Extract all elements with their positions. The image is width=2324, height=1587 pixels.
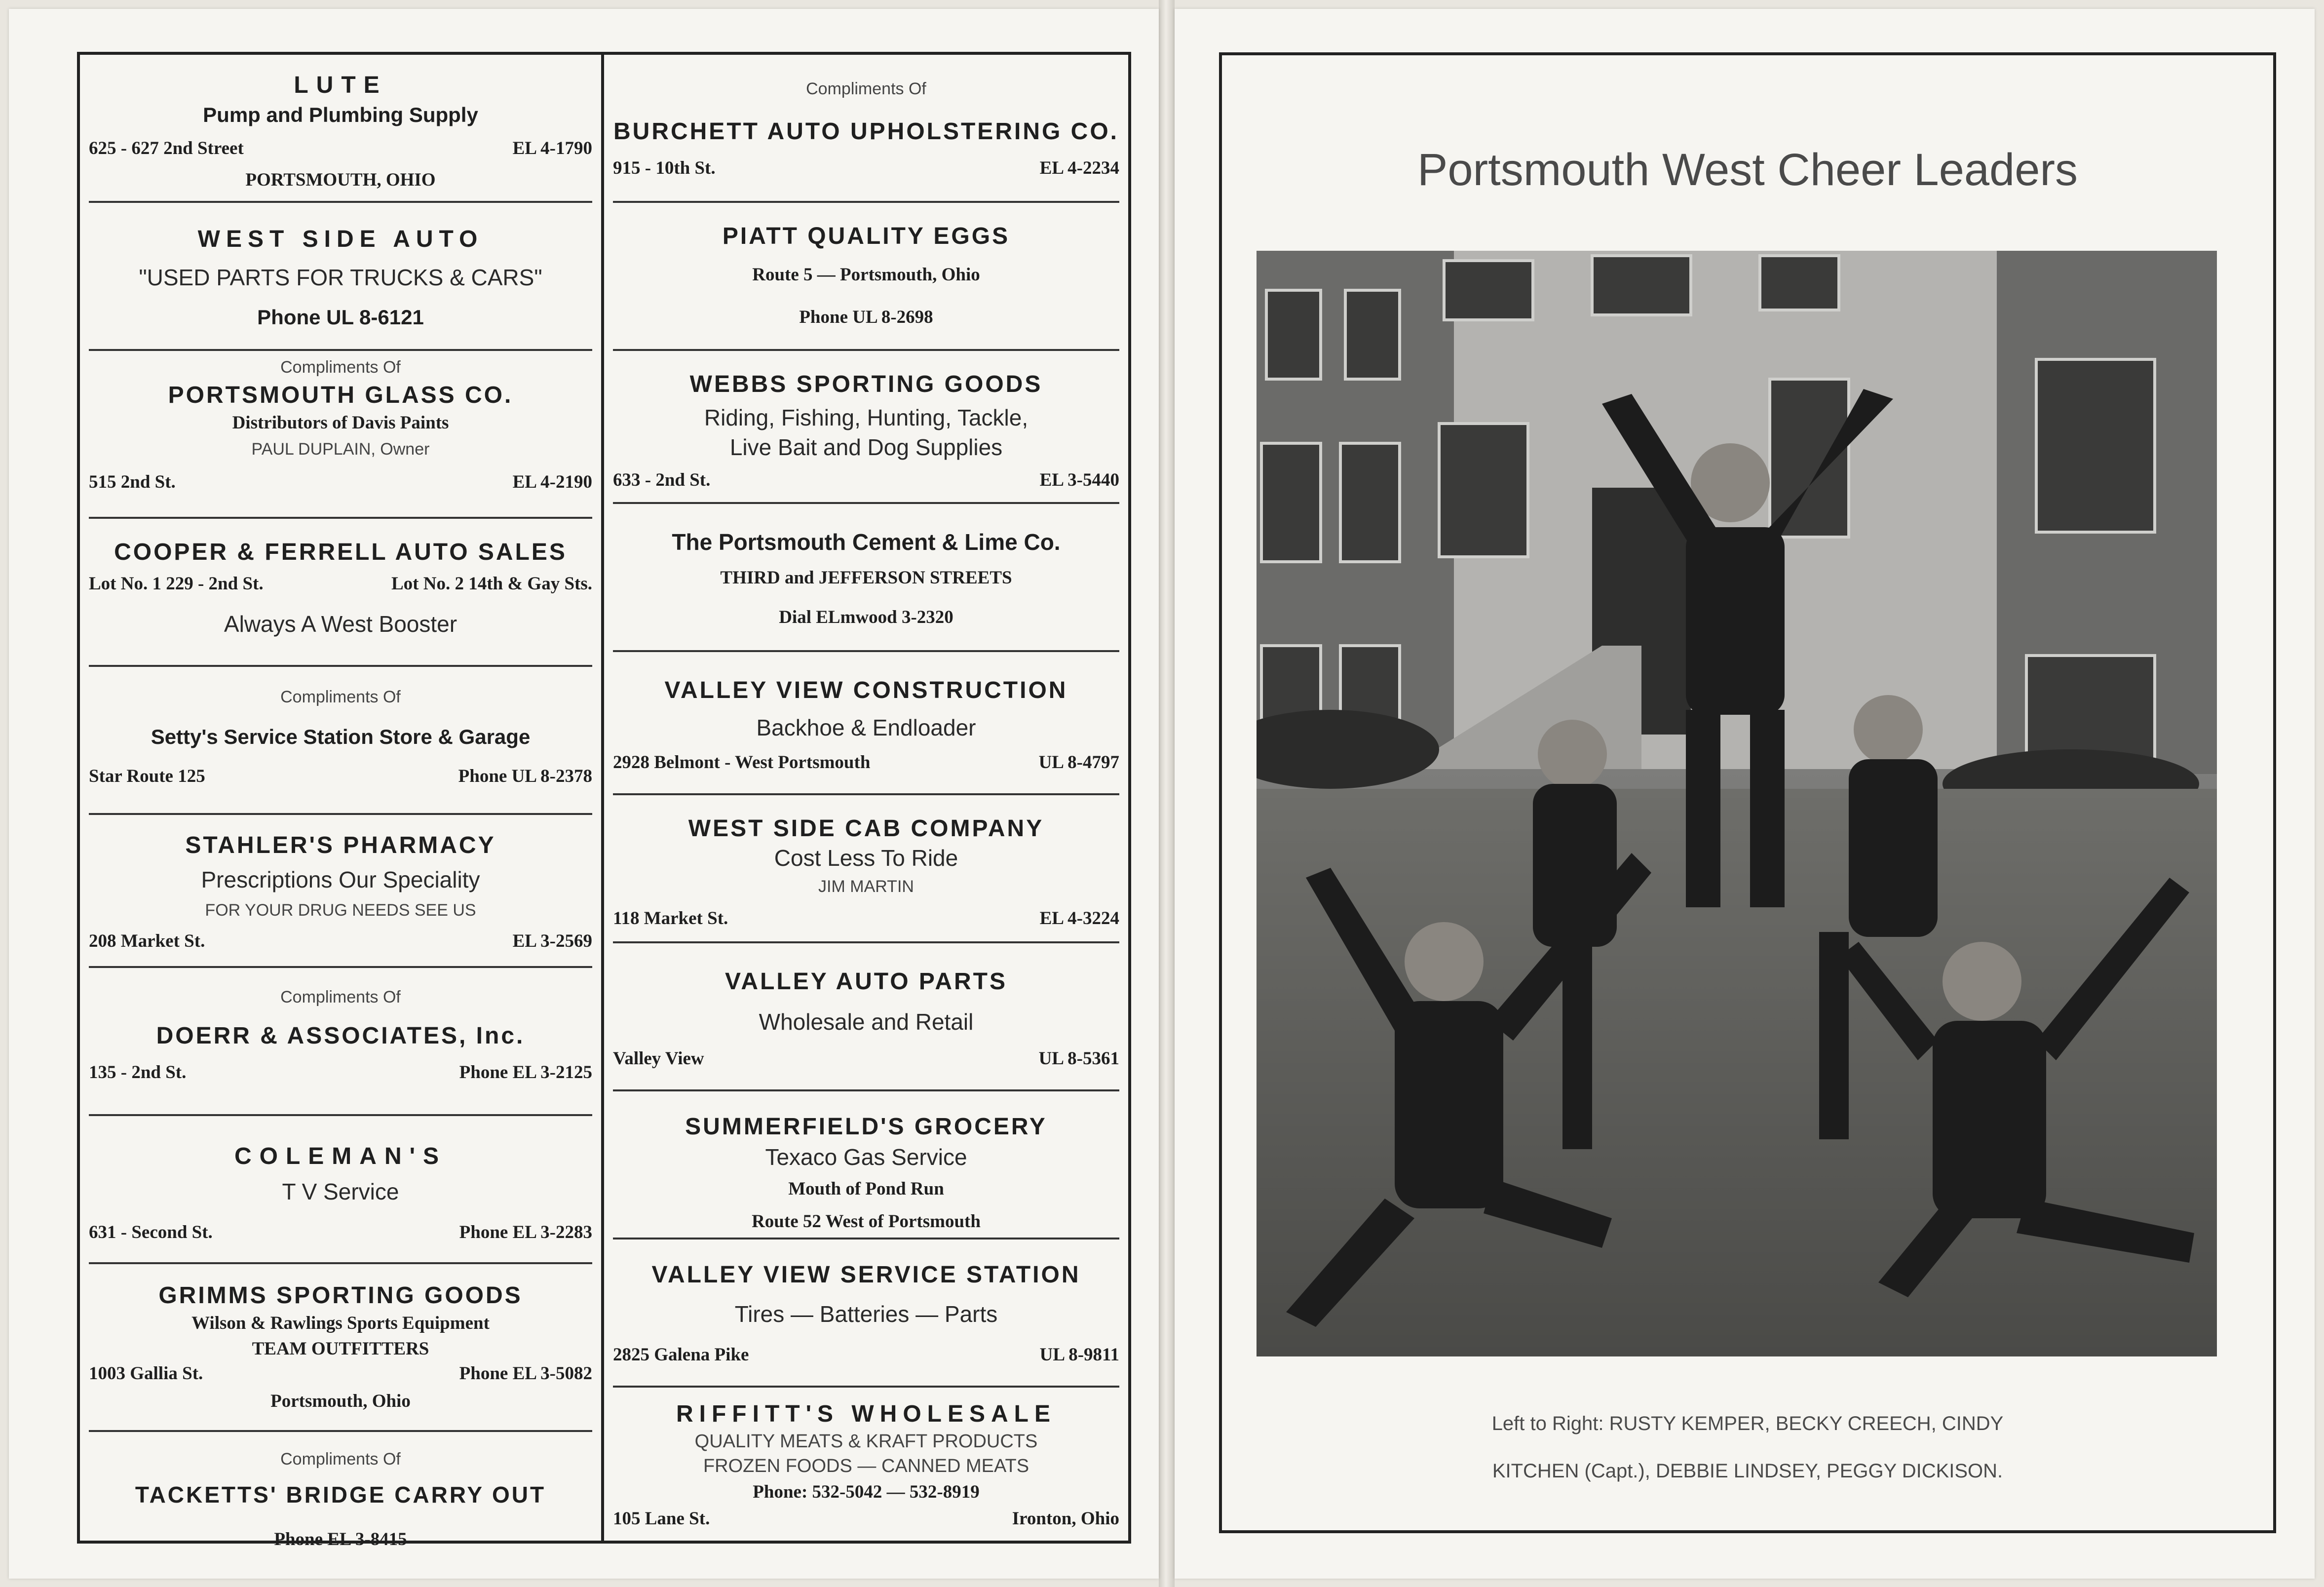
page-frame xyxy=(1219,52,2276,1533)
ad-address: 118 Market St. xyxy=(613,908,728,929)
ad-phone: EL 4-2234 xyxy=(1039,158,1119,178)
ad-name: GRIMMS SPORTING GOODS xyxy=(158,1282,523,1309)
cheerleader-page xyxy=(1175,9,2315,1579)
ad-name: VALLEY VIEW CONSTRUCTION xyxy=(664,677,1068,703)
ad-contact: JIM MARTIN xyxy=(818,877,914,896)
ad-line: Live Bait and Dog Supplies xyxy=(729,434,1003,460)
ad-line: Distributors of Davis Paints xyxy=(232,413,449,433)
ad-phone: Dial ELmwood 3-2320 xyxy=(779,607,953,627)
ad-line: Mouth of Pond Run xyxy=(788,1179,944,1199)
ad-city: Ironton, Ohio xyxy=(1012,1509,1119,1529)
ad-address: 633 - 2nd St. xyxy=(613,470,711,490)
ad-phone: EL 4-2190 xyxy=(512,472,592,492)
ad-cooper-ferrell xyxy=(89,519,592,667)
ad-lot1: Lot No. 1 229 - 2nd St. xyxy=(89,574,264,594)
ad-compliments: Compliments Of xyxy=(280,358,401,377)
ad-phone: UL 8-4797 xyxy=(1038,752,1119,773)
ad-line: T V Service xyxy=(282,1179,399,1204)
cheerleaders-photo xyxy=(1257,251,2217,1356)
ad-tagline: "USED PARTS FOR TRUCKS & CARS" xyxy=(139,265,542,290)
ad-address: 2928 Belmont - West Portsmouth xyxy=(613,752,871,773)
ad-lute xyxy=(89,55,592,203)
ad-address: 135 - 2nd St. xyxy=(89,1062,187,1083)
ad-portsmouth-glass xyxy=(89,351,592,519)
ad-tacketts xyxy=(89,1432,592,1549)
ad-webbs xyxy=(613,351,1119,504)
ad-name: BURCHETT AUTO UPHOLSTERING CO. xyxy=(613,118,1119,145)
ad-valley-view-construction xyxy=(613,652,1119,795)
ad-address: 105 Lane St. xyxy=(613,1509,710,1529)
ad-name: WEBBS SPORTING GOODS xyxy=(689,371,1043,397)
ad-compliments: Compliments Of xyxy=(280,688,401,706)
book-gutter xyxy=(1159,0,1175,1587)
ad-name: WEST SIDE AUTO xyxy=(197,226,484,252)
ad-phone: UL 8-5361 xyxy=(1038,1048,1119,1069)
ad-name: The Portsmouth Cement & Lime Co. xyxy=(672,529,1061,555)
ad-phone: UL 8-9811 xyxy=(1039,1345,1119,1365)
ad-summerfields xyxy=(613,1091,1119,1239)
ad-city: PORTSMOUTH, OHIO xyxy=(245,170,436,190)
ad-compliments: Compliments Of xyxy=(806,79,926,98)
ad-portsmouth-cement xyxy=(613,504,1119,652)
ad-address: 915 - 10th St. xyxy=(613,158,716,178)
ad-phone: Phone UL 8-2378 xyxy=(458,766,592,786)
ad-grid xyxy=(77,52,1131,1549)
ad-compliments: Compliments Of xyxy=(280,1450,401,1469)
ad-doerr xyxy=(89,968,592,1116)
ad-address: Star Route 125 xyxy=(89,766,205,786)
ad-phone: Phone EL 3-8415 xyxy=(274,1529,407,1549)
ad-phone: EL 4-1790 xyxy=(512,138,592,158)
ad-phone: EL 4-3224 xyxy=(1039,908,1119,929)
ad-phone: EL 3-5440 xyxy=(1039,470,1119,490)
ad-line: FROZEN FOODS — CANNED MEATS xyxy=(703,1456,1029,1476)
ad-address: 515 2nd St. xyxy=(89,472,176,492)
ad-name: SUMMERFIELD'S GROCERY xyxy=(685,1114,1047,1140)
ad-column-left xyxy=(80,55,604,1549)
ad-tagline: Always A West Booster xyxy=(224,611,457,637)
ad-city: Portsmouth, Ohio xyxy=(270,1391,411,1411)
ad-name: LUTE xyxy=(294,72,387,98)
ad-address: 208 Market St. xyxy=(89,931,205,951)
ad-line: Wholesale and Retail xyxy=(759,1009,974,1035)
ad-valley-auto-parts xyxy=(613,943,1119,1091)
ad-line: FOR YOUR DRUG NEEDS SEE US xyxy=(205,901,476,920)
ad-phone: Phone EL 3-5082 xyxy=(459,1363,592,1384)
ad-line: Texaco Gas Service xyxy=(765,1144,967,1170)
ad-address: Valley View xyxy=(613,1048,704,1069)
ad-line: Route 5 — Portsmouth, Ohio xyxy=(752,265,980,285)
ad-piatt xyxy=(613,203,1119,351)
photo-caption-line1: Left to Right: RUSTY KEMPER, BECKY CREECH, CINDY xyxy=(1491,1413,2004,1434)
ad-line: Tires — Batteries — Parts xyxy=(734,1301,998,1327)
ad-stahlers xyxy=(89,815,592,968)
ad-phone: Phone UL 8-6121 xyxy=(257,306,424,329)
ad-name: DOERR & ASSOCIATES, Inc. xyxy=(156,1023,525,1049)
ad-line: QUALITY MEATS & KRAFT PRODUCTS xyxy=(694,1431,1038,1452)
ad-burchett xyxy=(613,55,1119,203)
ad-name: VALLEY AUTO PARTS xyxy=(724,968,1008,995)
ad-settys xyxy=(89,667,592,815)
ad-line: Cost Less To Ride xyxy=(774,845,958,871)
advertisement-page xyxy=(9,9,1159,1579)
ad-address: 631 - Second St. xyxy=(89,1222,213,1242)
ad-name: Setty's Service Station Store & Garage xyxy=(151,725,531,748)
ad-name: COLEMAN'S xyxy=(234,1143,447,1169)
ad-column-right xyxy=(604,55,1128,1541)
ad-name: WEST SIDE CAB COMPANY xyxy=(688,815,1044,842)
ad-address: 625 - 627 2nd Street xyxy=(89,138,244,158)
page-title: Portsmouth West Cheer Leaders xyxy=(1417,145,2078,195)
ad-name: VALLEY VIEW SERVICE STATION xyxy=(651,1262,1081,1288)
photo-caption-line2: KITCHEN (Capt.), DEBBIE LINDSEY, PEGGY DICKISON. xyxy=(1492,1460,2003,1482)
ad-lot2: Lot No. 2 14th & Gay Sts. xyxy=(391,574,592,594)
ad-line: TEAM OUTFITTERS xyxy=(252,1339,429,1359)
ad-address: 2825 Galena Pike xyxy=(613,1345,749,1365)
ad-address: 1003 Gallia St. xyxy=(89,1363,203,1384)
ad-phone: Phone EL 3-2283 xyxy=(459,1222,592,1242)
ad-phone: Phone UL 8-2698 xyxy=(799,307,933,327)
ad-name: PIATT QUALITY EGGS xyxy=(722,223,1010,249)
ad-owner: PAUL DUPLAIN, Owner xyxy=(251,440,430,459)
ad-grimms xyxy=(89,1264,592,1432)
ad-compliments: Compliments Of xyxy=(280,988,401,1006)
ad-riffitts xyxy=(613,1388,1119,1541)
ad-name: STAHLER'S PHARMACY xyxy=(185,832,496,858)
ad-name: COOPER & FERRELL AUTO SALES xyxy=(114,539,567,565)
ad-line: Prescriptions Our Speciality xyxy=(201,867,480,892)
ad-valley-view-service xyxy=(613,1239,1119,1388)
ad-name: PORTSMOUTH GLASS CO. xyxy=(168,382,513,408)
ad-colemans xyxy=(89,1116,592,1264)
ad-line: Backhoe & Endloader xyxy=(756,715,976,740)
ad-phone: EL 3-2569 xyxy=(512,931,592,951)
ad-name: TACKETTS' BRIDGE CARRY OUT xyxy=(135,1482,546,1508)
ad-west-side-cab xyxy=(613,795,1119,943)
ad-name: RIFFITT'S WHOLESALE xyxy=(676,1401,1057,1427)
ad-phone: Phone: 532-5042 — 532-8919 xyxy=(753,1482,980,1502)
ad-westside-auto xyxy=(89,203,592,351)
ad-subtitle: Pump and Plumbing Supply xyxy=(203,103,478,126)
ad-line: Riding, Fishing, Hunting, Tackle, xyxy=(704,405,1029,430)
ad-line: Wilson & Rawlings Sports Equipment xyxy=(191,1313,490,1333)
ad-line: Route 52 West of Portsmouth xyxy=(752,1211,981,1232)
ad-line: THIRD and JEFFERSON STREETS xyxy=(720,568,1012,588)
ad-phone: Phone EL 3-2125 xyxy=(459,1062,592,1083)
